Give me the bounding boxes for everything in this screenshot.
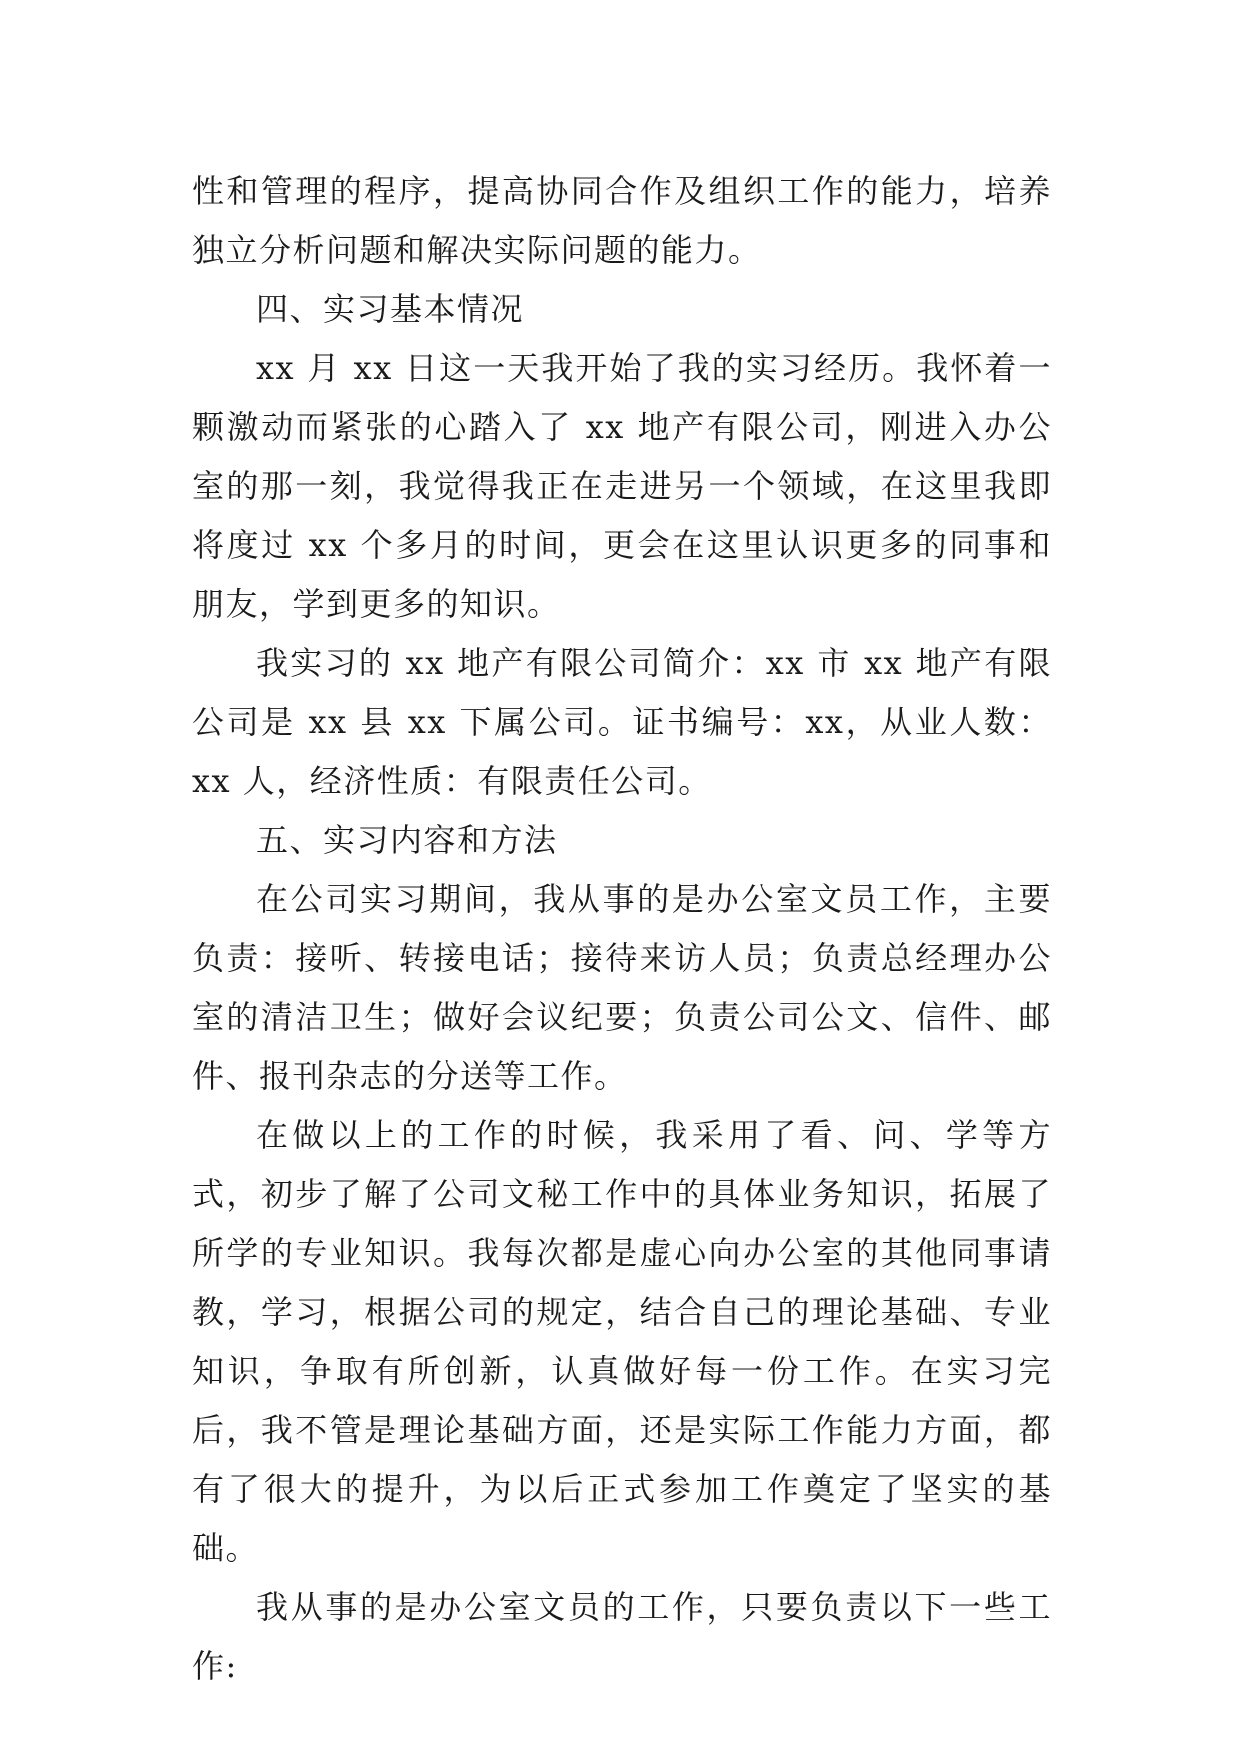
document-body [192, 162, 1052, 1696]
paragraph-internship-start: xx 月 xx 日这一天我开始了我的实习经历。我怀着一颗激动而紧张的心踏入了 xx 地产有限公司，刚进入办公室的那一刻，我觉得我正在走进另一个领域，在这里我即将度过 xx 个多月的时间，更会在这里认识更多的同事和朋友，学到更多的知识。 [192, 349, 1052, 623]
section-heading-four: 四、实习基本情况 [256, 290, 525, 328]
paragraph-continuation: 性和管理的程序，提高协同合作及组织工作的能力，培养独立分析问题和解决实际问题的能力。 [192, 172, 1052, 269]
paragraph-methods: 在做以上的工作的时候，我采用了看、问、学等方式，初步了解了公司文秘工作中的具体业务知识，拓展了所学的专业知识。我每次都是虚心向办公室的其他同事请教，学习，根据公司的规定，结合自己的理论基础、专业知识，争取有所创新，认真做好每一份工作。在实习完后，我不管是理论基础方面，还是实际工作能力方面，都有了很大的提升，为以后正式参加工作奠定了坚实的基础。 [192, 1116, 1052, 1567]
paragraph-company-intro: 我实习的 xx 地产有限公司简介：xx 市 xx 地产有限公司是 xx 县 xx 下属公司。证书编号：xx，从业人数：xx 人，经济性质：有限责任公司。 [192, 644, 1052, 800]
paragraph-work-list-intro: 我从事的是办公室文员的工作，只要负责以下一些工作: [192, 1588, 1052, 1685]
paragraph-duties: 在公司实习期间，我从事的是办公室文员工作，主要负责：接听、转接电话；接待来访人员；负责总经理办公室的清洁卫生；做好会议纪要；负责公司公文、信件、邮件、报刊杂志的分送等工作。 [192, 880, 1052, 1095]
section-heading-five: 五、实习内容和方法 [256, 821, 558, 859]
